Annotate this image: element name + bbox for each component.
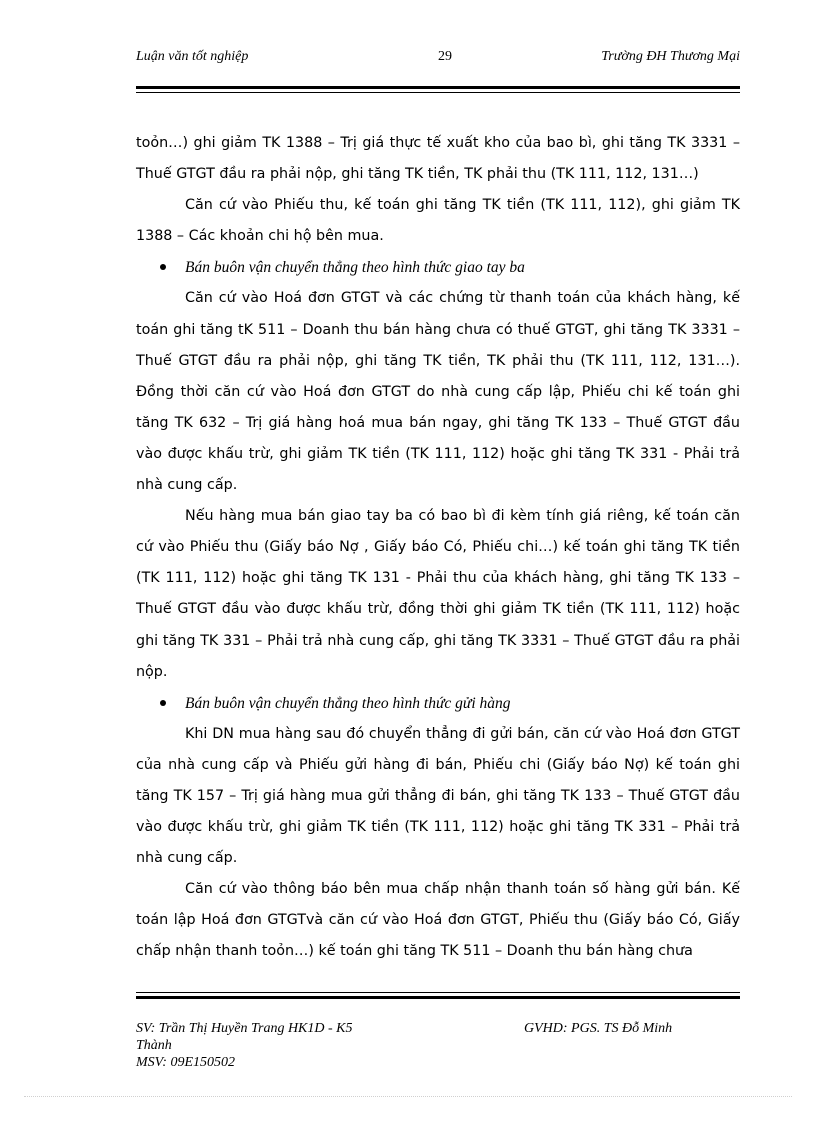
bullet-heading-1-text: Bán buôn vận chuyển thẳng theo hình thức giao tay ba (185, 259, 525, 277)
header-university: Trường ĐH Thương Mại (601, 49, 740, 64)
bullet-heading-1 (136, 252, 740, 283)
header-rule-thin (136, 92, 740, 93)
paragraph-4: Nếu hàng mua bán giao tay ba có bao bì đi kèm tính giá riêng, kế toán căn cứ vào Phiếu thu (Giấy báo Nợ , Giấy báo Có, Phiếu chi…) kế toán ghi tăng TK tiền (TK 111, 112) hoặc ghi tăng TK 131 - Phải thu của khách hàng, ghi tăng TK 133 – Thuế GTGT đầu vào được khấu trừ, đồng thời ghi giảm TK tiền (TK 111, 112) hoặc ghi tăng TK 331 – Phải trả nhà cung cấp, ghi tăng TK 3331 – Thuế GTGT đầu ra phải nộp. (136, 508, 740, 680)
paragraph-6: Căn cứ vào thông báo bên mua chấp nhận thanh toán số hàng gửi bán. Kế toán lập Hoá đơn GTGTvà căn cứ vào Hoá đơn GTGT, Phiếu thu (Giấy báo Có, Giấy chấp nhận thanh toỏn…) kế toán ghi tăng TK 511 – Doanh thu bán hàng chưa (136, 881, 740, 960)
bullet-dot-icon (160, 264, 166, 270)
paragraph-2: Căn cứ vào Phiếu thu, kế toán ghi tăng TK tiền (TK 111, 112), ghi giảm TK 1388 – Các khoản chi hộ bên mua. (136, 197, 740, 245)
page-bottom-edge (24, 1096, 792, 1097)
footer-advisor-info (524, 1020, 740, 1037)
paragraph-3: Căn cứ vào Hoá đơn GTGT và các chứng từ thanh toán của khách hàng, kế toán ghi tăng tK 511 – Doanh thu bán hàng chưa có thuế GTGT, ghi tăng TK 3331 – Thuế GTGT đầu ra phải nộp, ghi tăng TK tiền, TK phải thu (TK 111, 112, 131…). Đồng thời căn cứ vào Hoá đơn GTGT do nhà cung cấp lập, Phiếu chi kế toán ghi tăng TK 632 – Trị giá hàng hoá mua bán ngay, ghi tăng TK 133 – Thuế GTGT đầu vào được khấu trừ, ghi giảm TK tiền (TK 111, 112) hoặc ghi tăng TK 331 - Phải trả nhà cung cấp. (136, 290, 740, 494)
footer-student-id: MSV: 09E150502 (136, 1055, 236, 1070)
paragraph-1: toỏn…) ghi giảm TK 1388 – Trị giá thực tế xuất kho của bao bì, ghi tăng TK 3331 – Thuế GTGT đầu ra phải nộp, ghi tăng TK tiền, TK phải thu (TK 111, 112, 131…) (136, 135, 740, 183)
body-text (136, 128, 740, 968)
header-rule-thick (136, 86, 740, 89)
page-header (136, 49, 740, 69)
bullet-heading-2 (136, 688, 740, 719)
footer-student-name: SV: Trần Thị Huyền Trang HK1D - K5 (136, 1021, 353, 1036)
footer-advisor-continuation: Thành (136, 1038, 172, 1053)
footer-student-info (136, 1020, 436, 1071)
page-number: 29 (438, 49, 452, 64)
footer-rule-thick (136, 996, 740, 999)
bullet-heading-2-text: Bán buôn vận chuyển thẳng theo hình thức gửi hàng (185, 694, 511, 712)
bullet-dot-icon (160, 700, 166, 706)
footer-advisor-name: GVHD: PGS. TS Đỗ Minh (524, 1021, 673, 1036)
header-thesis-title: Luận văn tốt nghiệp (136, 49, 249, 64)
paragraph-5: Khi DN mua hàng sau đó chuyển thẳng đi gửi bán, căn cứ vào Hoá đơn GTGT của nhà cung cấp và Phiếu gửi hàng đi bán, Phiếu chi (Giấy báo Nợ) kế toán ghi tăng TK 157 – Trị giá hàng mua gửi thẳng đi bán, ghi tăng TK 133 – Thuế GTGT đầu vào được khấu trừ, ghi giảm TK tiền (TK 111, 112) hoặc ghi tăng TK 331 – Phải trả nhà cung cấp. (136, 725, 740, 867)
footer-rule-thin (136, 992, 740, 993)
